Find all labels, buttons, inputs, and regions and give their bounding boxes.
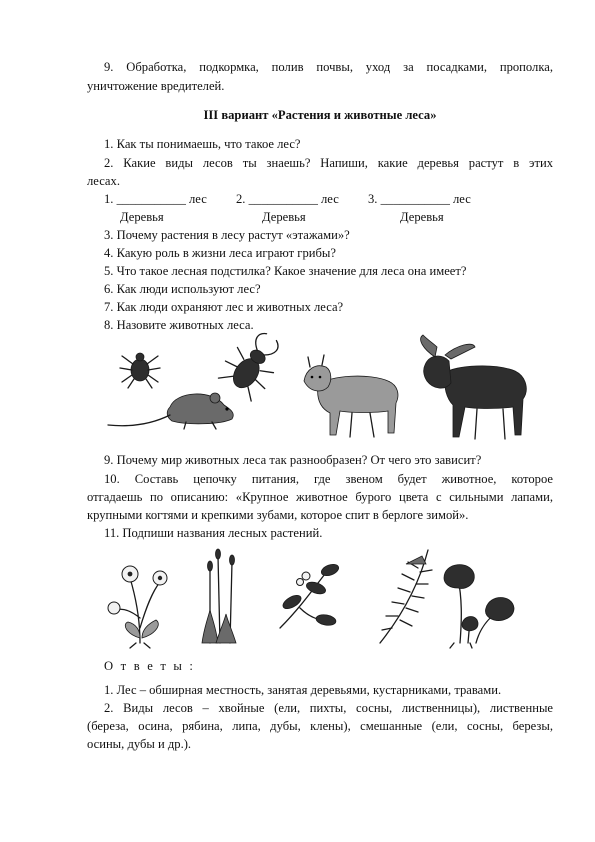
forest-plants-illustration <box>100 548 530 648</box>
answer-1: 1. Лес – обширная местность, занятая деревьями, кустарниками, травами. <box>104 683 502 697</box>
lynx-icon <box>304 355 398 437</box>
forest-blank-2: 2. ___________ лес <box>236 192 339 206</box>
question-8: 8. Назовите животных леса. <box>104 318 254 332</box>
variant-title: III вариант «Растения и животные леса» <box>203 108 437 122</box>
flower-plant-icon <box>108 566 167 648</box>
forest-animals-illustration <box>100 335 540 445</box>
stag-beetle-icon <box>215 323 291 403</box>
question-10-line3: крупными когтями и крепкими зубами, которое спит в берлоге зимой». <box>87 508 469 522</box>
answers-title: О т в е т ы : <box>104 659 196 673</box>
tick-icon <box>120 353 160 388</box>
trees-label-3: Деревья <box>400 210 444 224</box>
question-7: 7. Как люди охраняют лес и животных леса? <box>104 300 344 314</box>
prev-item-9-line2: уничтожение вредителей. <box>87 79 225 93</box>
moose-icon <box>421 335 527 439</box>
prev-item-9-line1: 9. Обработка, подкормка, полив почвы, уход за посадками, прополка, <box>104 60 553 74</box>
question-3: 3. Почему растения в лесу растут «этажами»? <box>104 228 350 242</box>
answer-2-line2: (береза, осина, рябина, липа, дубы, клены), смешанные (ели, сосны, березы, <box>87 719 553 733</box>
question-6: 6. Как люди используют лес? <box>104 282 261 296</box>
trees-label-2: Деревья <box>262 210 306 224</box>
question-5: 5. Что такое лесная подстилка? Какое значение для леса она имеет? <box>104 264 467 278</box>
question-2-line1: 2. Какие виды лесов ты знаешь? Напиши, какие деревья растут в этих <box>104 156 553 170</box>
moss-icon <box>202 549 236 643</box>
answer-2-line3: осины, дубы и др.). <box>87 737 192 751</box>
question-1: 1. Как ты понимаешь, что такое лес? <box>104 137 301 151</box>
question-10-line2: отгадаешь по описанию: «Крупное животное бурого цвета с сильными лапами, <box>87 490 553 504</box>
berry-shrub-icon <box>280 562 340 628</box>
question-10-line1: 10. Составь цепочку питания, где звеном будет животное, которое <box>104 472 553 486</box>
question-9: 9. Почему мир животных леса так разнообразен? От чего это зависит? <box>104 453 482 467</box>
question-11: 11. Подпиши названия лесных растений. <box>104 526 323 540</box>
fern-icon <box>380 550 432 643</box>
forest-blank-3: 3. ___________ лес <box>368 192 471 206</box>
mouse-icon <box>108 393 233 429</box>
hoof-plant-icon <box>444 565 514 648</box>
question-2-line2: лесах. <box>87 174 120 188</box>
question-4: 4. Какую роль в жизни леса играют грибы? <box>104 246 336 260</box>
forest-blank-1: 1. ___________ лес <box>104 192 207 206</box>
trees-label-1: Деревья <box>120 210 164 224</box>
answer-2-line1: 2. Виды лесов – хвойные (ели, пихты, сосны, лиственницы), лиственные <box>104 701 553 715</box>
